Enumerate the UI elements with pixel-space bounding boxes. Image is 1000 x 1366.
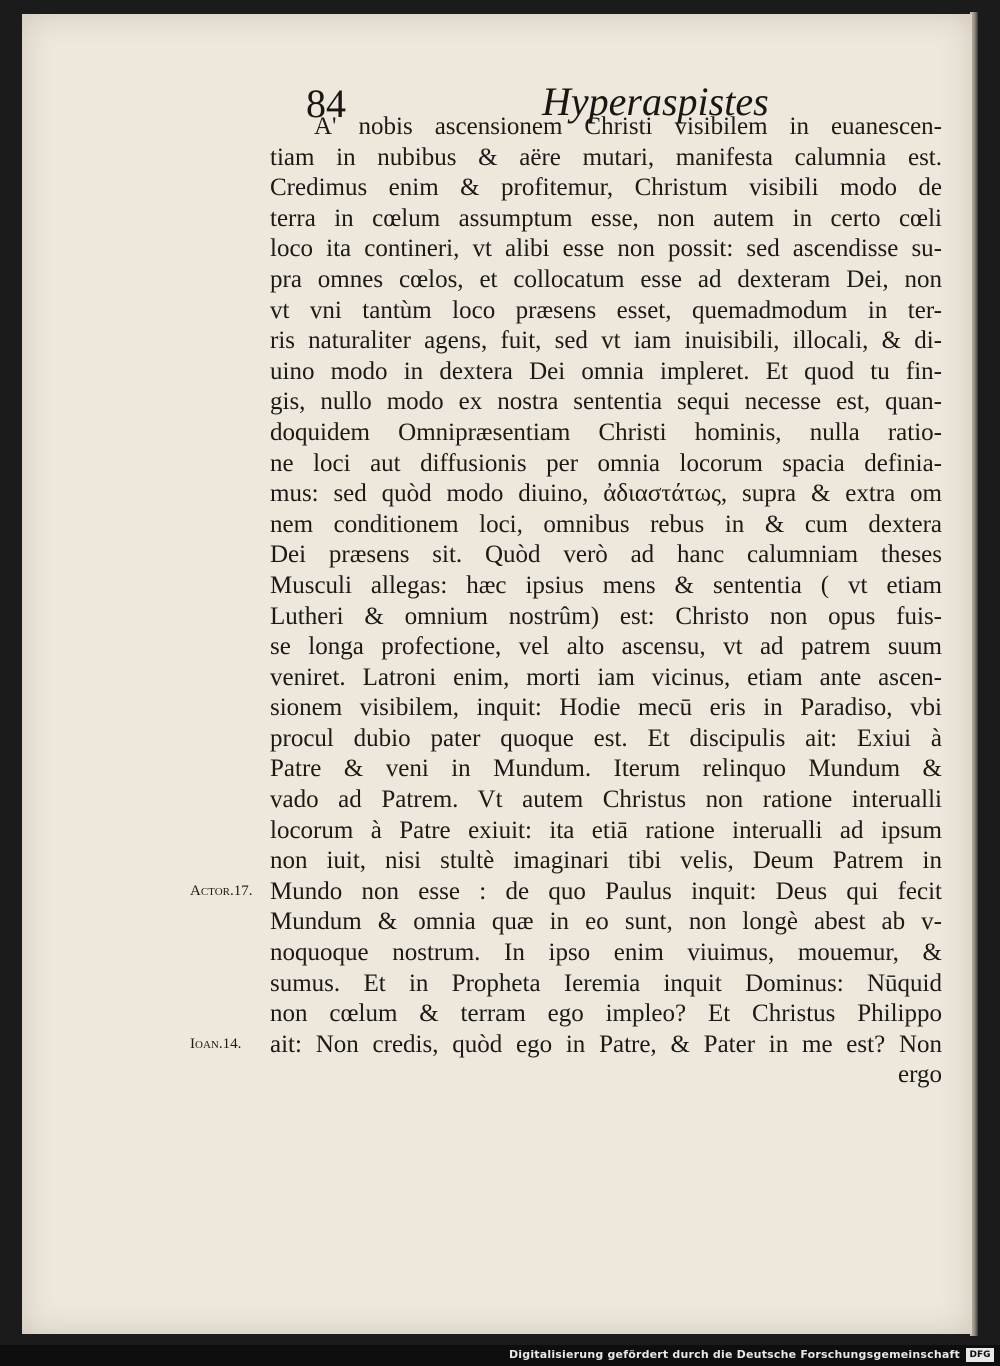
text-line: veniret. Latroni enim, morti iam vicinus, etiam ante ascen- bbox=[270, 663, 942, 691]
text-line: Credimus enim & profitemur, Christum visibili modo de bbox=[270, 174, 942, 202]
text-line: ergo bbox=[898, 1061, 942, 1089]
text-line: non cœlum & terram ego impleo? Et Christus Philippo bbox=[270, 1000, 942, 1028]
footer-bar bbox=[0, 1345, 1000, 1366]
text-line: Mundum & omnia quæ in eo sunt, non longè abest ab v- bbox=[270, 908, 942, 936]
text-line: uino modo in dextera Dei omnia impleret. Et quod tu fin- bbox=[270, 357, 942, 385]
text-line: A' nobis ascensionem Christi visibilem in euanescen- bbox=[314, 113, 942, 140]
text-line: ait: Non credis, quòd ego in Patre, & Pater in me est? Non bbox=[270, 1030, 942, 1058]
running-head: Hyperaspistes bbox=[542, 79, 769, 124]
text-line: Dei præsens sit. Quòd verò ad hanc calumniam theses bbox=[270, 541, 942, 569]
text-line: Musculi allegas: hæc ipsius mens & sententia ( vt etiam bbox=[270, 571, 942, 599]
text-line: Patre & veni in Mundum. Iterum relinquo Mundum & bbox=[270, 755, 942, 783]
text-line: ne loci aut diffusionis per omnia locorum spacia definia- bbox=[270, 449, 942, 477]
text-line: sionem visibilem, inquit: Hodie mecū eris in Paradiso, vbi bbox=[270, 694, 942, 722]
text-line: se longa profectione, vel alto ascensu, vt ad patrem suum bbox=[270, 633, 942, 661]
body-text bbox=[270, 112, 942, 1091]
text-line: loco ita contineri, vt alibi esse non possit: sed ascendisse su- bbox=[270, 235, 942, 263]
text-line: vado ad Patrem. Vt autem Christus non ratione interualli bbox=[270, 786, 942, 814]
margin-note: Ioan.14. bbox=[190, 1036, 242, 1052]
text-line: Lutheri & omnium nostrûm) est: Christo non opus fuis- bbox=[270, 602, 942, 630]
text-line: doquidem Omnipræsentiam Christi hominis, nulla ratio- bbox=[270, 418, 942, 446]
text-line: vt vni tantùm loco præsens esset, quemadmodum in ter- bbox=[270, 296, 942, 324]
text-line: locorum à Patre exiuit: ita etiā ratione interualli ad ipsum bbox=[270, 816, 942, 844]
text-line: procul dubio pater quoque est. Et discipulis ait: Exiui à bbox=[270, 724, 942, 752]
footer-credit: Digitalisierung gefördert durch die Deutsche Forschungsgemeinschaft bbox=[508, 1348, 960, 1361]
text-line: ris naturaliter agens, fuit, sed vt iam inuisibili, illocali, & di- bbox=[270, 327, 942, 355]
text-line: pra omnes cœlos, et collocatum esse ad dexteram Dei, non bbox=[270, 265, 942, 293]
margin-note: Actor.17. bbox=[190, 883, 253, 899]
dfg-logo: DFG bbox=[966, 1348, 994, 1362]
page-number: 84 bbox=[306, 81, 346, 126]
text-line: Mundo non esse : de quo Paulus inquit: Deus qui fecit bbox=[270, 877, 942, 905]
text-line: nem conditionem loci, omnibus rebus in & cum dextera bbox=[270, 510, 942, 538]
text-line: gis, nullo modo ex nostra sententia sequi necesse est, quan- bbox=[270, 388, 942, 416]
text-line: tiam in nubibus & aëre mutari, manifesta calumnia est. bbox=[270, 143, 942, 171]
text-line: sumus. Et in Propheta Ieremia inquit Dominus: Nūquid bbox=[270, 969, 942, 997]
text-line: mus: sed quòd modo diuino, ἀδιαστάτως, supra & extra om bbox=[270, 480, 942, 508]
text-line: non iuit, nisi stultè imaginari tibi velis, Deum Patrem in bbox=[270, 847, 942, 875]
text-line: terra in cœlum assumptum esse, non autem in certo cœli bbox=[270, 204, 942, 232]
text-line: noquoque nostrum. In ipso enim viuimus, mouemur, & bbox=[270, 939, 942, 967]
